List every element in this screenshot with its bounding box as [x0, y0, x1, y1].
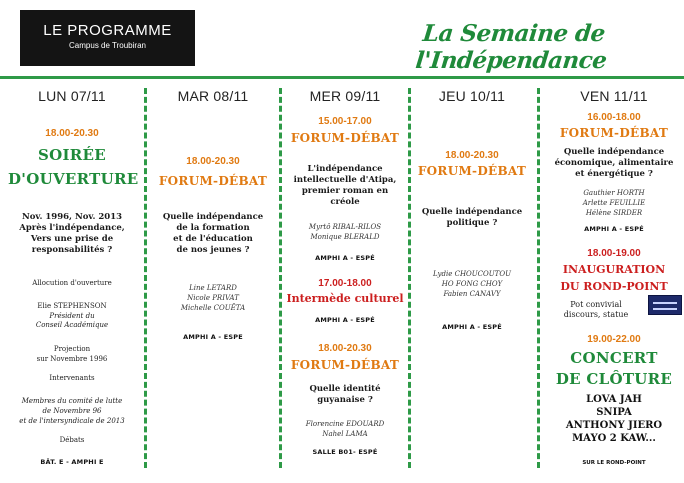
header-divider: [0, 76, 684, 79]
artist-name: SNIPA: [596, 407, 632, 418]
day-label: MAR 08/11: [177, 88, 249, 104]
intervenants-text: et de l'intersyndicale de 2013: [19, 417, 125, 425]
question-text: Quelle indépendance: [421, 207, 523, 217]
question-text: Quelle indépendance: [563, 147, 665, 157]
event-title: FORUM-DÉBAT: [158, 174, 268, 188]
event-time: 17.00-18.00: [318, 278, 372, 289]
intervenants-text: Membres du comité de lutte: [21, 397, 123, 405]
event-time: 19.00-22.00: [587, 334, 641, 345]
question-text: intellectuelle d'Atipa,: [293, 175, 397, 185]
day-column-thursday: [412, 88, 532, 478]
day-label: JEU 10/11: [438, 88, 506, 104]
event-title: Intermède culturel: [286, 292, 404, 305]
speaker-role: Président du: [49, 312, 95, 320]
projection-text: Projection: [53, 345, 91, 353]
event-time: 18.00-19.00: [587, 248, 641, 259]
day-label: LUN 07/11: [38, 88, 106, 104]
event-title: FORUM-DÉBAT: [559, 126, 669, 140]
day-label: VEN 11/11: [580, 88, 648, 104]
question-text: guyanaise ?: [317, 395, 373, 405]
question-text: et énergétique ?: [575, 169, 653, 179]
event-location: AMPHI A - ESPE: [183, 333, 243, 341]
speaker-name: Michelle COUËTA: [180, 304, 246, 312]
speaker-name: Lydie CHOUCOUTOU: [433, 270, 511, 278]
intervenants-text: de Novembre 96: [42, 407, 102, 415]
event-title: FORUM-DÉBAT: [417, 164, 527, 178]
speaker-name: Gauthier HORTH: [583, 189, 645, 197]
pot-text: discours, statue: [563, 310, 629, 319]
question-text: L'indépendance: [307, 164, 383, 174]
event-time: 18.00-20.30: [445, 150, 499, 161]
question-text: politique ?: [446, 218, 498, 228]
question-text: de la formation: [176, 223, 250, 233]
question-text: de nos jeunes ?: [176, 245, 250, 255]
programme-header-box: [20, 10, 195, 66]
day-column-friday: [544, 88, 684, 478]
event-location: SALLE B01- ESPÉ: [312, 448, 378, 456]
speaker-name: Fabien CANAVY: [443, 290, 501, 298]
event-title: FORUM-DÉBAT: [290, 131, 400, 145]
speaker-name: Nahel LAMA: [322, 430, 368, 438]
column-divider: [537, 88, 540, 468]
artist-name: LOVA JAH: [586, 394, 642, 405]
event-time: 18.00-20.30: [318, 343, 372, 354]
day-column-monday: [8, 88, 139, 478]
speaker-name: Elie STEPHENSON: [37, 302, 107, 310]
event-location: AMPHI A - ESPÉ: [315, 254, 375, 262]
event-title: CONCERT: [570, 349, 658, 367]
speaker-name: Florencine EDOUARD: [305, 420, 385, 428]
speaker-name: Myrtô RIBAL-RILOS: [308, 223, 382, 231]
event-location: AMPHI A - ESPÉ: [315, 316, 375, 324]
event-location: AMPHI A - ESPÉ: [584, 225, 644, 233]
speaker-name: Line LETARD: [189, 284, 237, 292]
event-time: 15.00-17.00: [318, 116, 372, 127]
question-text: responsabilités ?: [31, 245, 113, 255]
column-divider: [279, 88, 282, 468]
column-divider: [144, 88, 147, 468]
artist-name: ANTHONY JIERO: [565, 420, 663, 431]
campus-subtitle: Campus de Troubiran: [69, 41, 146, 50]
question-text: économique, alimentaire: [554, 158, 674, 168]
event-title: SOIRÉE: [37, 146, 107, 164]
speaker-role: Conseil Académique: [35, 321, 109, 329]
event-title: FORUM-DÉBAT: [290, 358, 400, 372]
day-column-wednesday: [285, 88, 405, 478]
event-time: 18.00-20.30: [45, 128, 99, 139]
debats-label: Débats: [59, 436, 85, 444]
event-title: DU ROND-POINT: [560, 280, 668, 293]
question-text: Quelle identité: [309, 384, 381, 394]
question-text: Nov. 1996, Nov. 2013: [21, 212, 123, 222]
event-location: AMPHI A - ESPÉ: [442, 323, 502, 331]
main-title: La Semaine de l'Indépendance: [414, 20, 608, 74]
speaker-name: HO FONG CHOY: [441, 280, 503, 288]
question-text: Vers une prise de: [30, 234, 114, 244]
programme-title: LE PROGRAMME: [43, 22, 172, 39]
question-text: Quelle indépendance: [162, 212, 264, 222]
event-time: 16.00-18.00: [587, 112, 641, 123]
pot-text: Pot convivial: [570, 300, 622, 309]
question-text: premier roman en: [301, 186, 389, 196]
column-divider: [408, 88, 411, 468]
speaker-name: Hélène SIRDER: [585, 209, 643, 217]
event-location: BÂT. E - AMPHI E: [40, 458, 104, 466]
event-location: SUR LE ROND-POINT: [582, 460, 646, 466]
question-text: créole: [330, 197, 360, 207]
question-text: Après l'indépendance,: [19, 223, 125, 233]
speaker-name: Nicole PRIVAT: [187, 294, 239, 302]
speaker-name: Monique BLERALD: [310, 233, 380, 241]
event-title: DE CLÔTURE: [555, 370, 673, 388]
event-title: INAUGURATION: [562, 263, 666, 276]
question-text: et de l'éducation: [173, 234, 253, 244]
allocution-label: Allocution d'ouverture: [32, 279, 112, 287]
intervenants-label: Intervenants: [49, 374, 95, 382]
event-title: D'OUVERTURE: [8, 170, 139, 188]
artist-name: MAYO 2 KAW...: [572, 433, 656, 444]
day-column-tuesday: [152, 88, 274, 478]
day-label: MER 09/11: [309, 88, 381, 104]
projection-text: sur Novembre 1996: [36, 355, 108, 363]
street-sign-image: [644, 296, 682, 317]
event-time: 18.00-20.30: [186, 156, 240, 167]
speaker-name: Arlette FEUILLIE: [582, 199, 646, 207]
